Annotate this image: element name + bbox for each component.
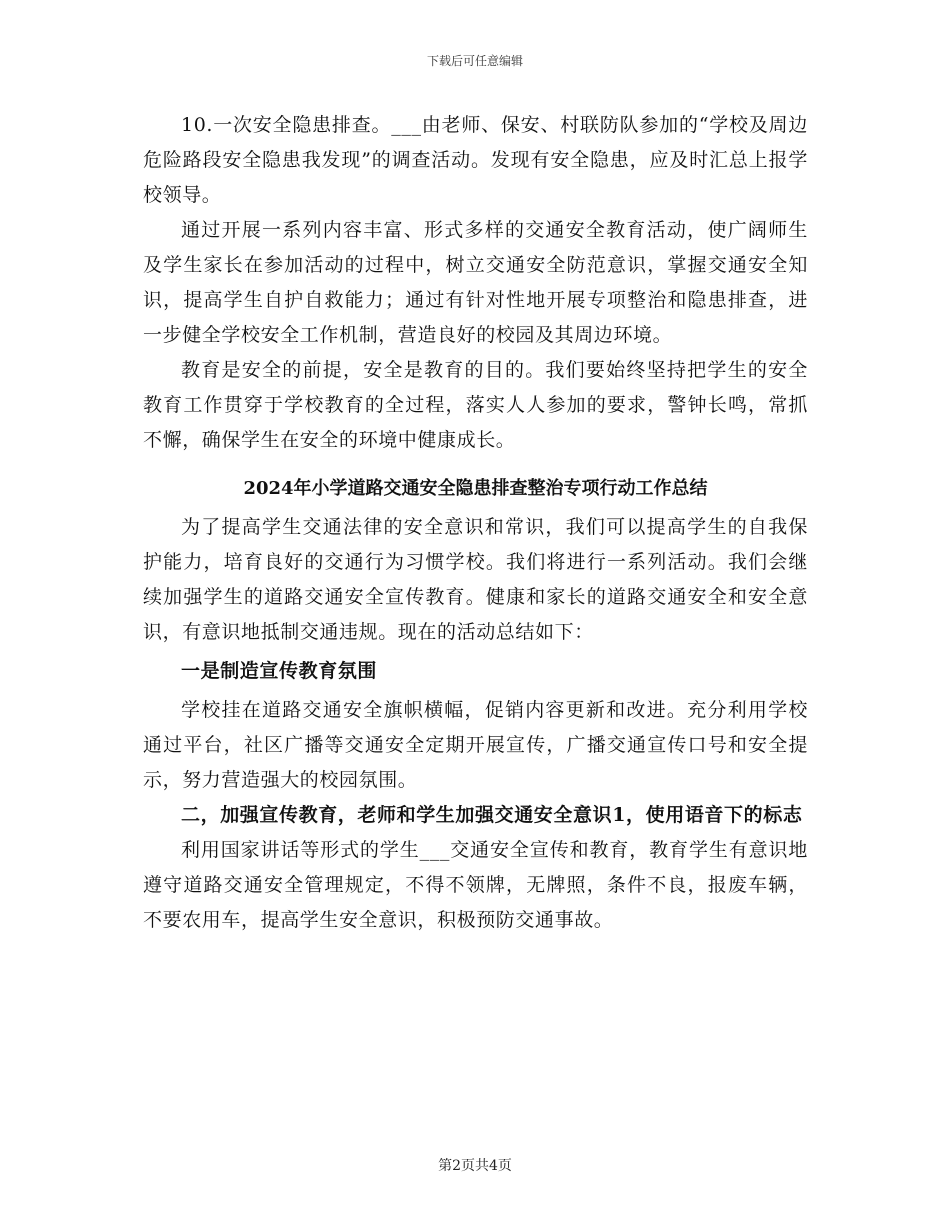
page-number: 第2页共4页	[438, 1158, 512, 1174]
document-body	[143, 108, 808, 938]
page-header: 下载后可任意编辑	[426, 54, 523, 68]
paragraph-banners: 学校挂在道路交通安全旗帜横幅，促销内容更新和改进。充分利用学校通过平台，社区广播等交通安全定期开展宣传，广播交通宣传口号和安全提示，努力营造强大的校园氛围。	[143, 699, 808, 791]
subheading-atmosphere: 一是制造宣传教育氛围	[181, 660, 378, 682]
paragraph-summary-intro: 为了提高学生交通法律的安全意识和常识，我们可以提高学生的自我保护能力，培育良好的交通行为习惯学校。我们将进行一系列活动。我们会继续加强学生的道路交通安全宣传教育。健康和家长的道路交通安全和安全意识，有意识地抵制交通违规。现在的活动总结如下：	[143, 516, 808, 643]
paragraph-traffic-rules: 利用国家讲话等形式的学生___交通安全宣传和教育，教育学生有意识地遵守道路交通安全管理规定，不得不领牌，无牌照，条件不良，报废车辆，不要农用车，提高学生安全意识，积极预防交通事故。	[143, 839, 808, 931]
paragraph-hazard-check: 10.一次安全隐患排查。___由老师、保安、村联防队参加的“学校及周边危险路段安全隐患我发现”的调查活动。发现有安全隐患，应及时汇总上报学校领导。	[143, 114, 808, 206]
paragraph-safety-education: 教育是安全的前提，安全是教育的目的。我们要始终坚持把学生的安全教育工作贯穿于学校教育的全过程，落实人人参加的要求，警钟长鸣，常抓不懈，确保学生在安全的环境中健康成长。	[143, 359, 808, 451]
section-title: 2024年小学道路交通安全隐患排查整治专项行动工作总结	[243, 478, 708, 499]
paragraph-activity-goals: 通过开展一系列内容丰富、形式多样的交通安全教育活动，使广阔师生及学生家长在参加活动的过程中，树立交通安全防范意识，掌握交通安全知识，提高学生自护自救能力；通过有针对性地开展专项整治和隐患排查，进一步健全学校安全工作机制，营造良好的校园及其周边环境。	[143, 219, 808, 346]
subheading-strengthen-education: 二，加强宣传教育，老师和学生加强交通安全意识1，使用语音下的标志	[181, 804, 803, 826]
